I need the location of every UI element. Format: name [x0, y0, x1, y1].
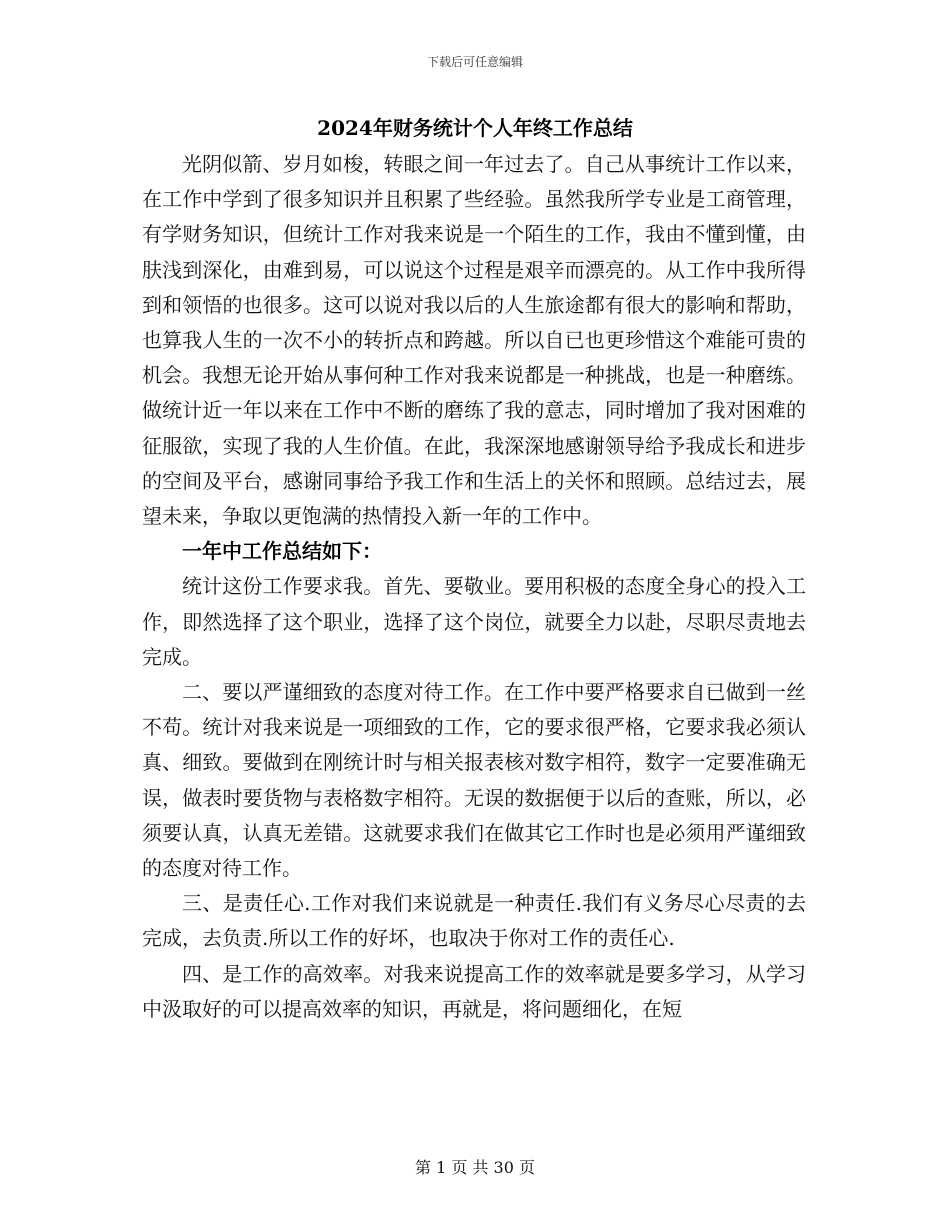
document-title: 2024年财务统计个人年终工作总结: [317, 116, 633, 140]
page-header-note: 下载后可任意编辑: [426, 55, 523, 69]
paragraph-point-2: 二、要以严谨细致的态度对待工作。在工作中要严格要求自已做到一丝不苟。统计对我来说是一项细致的工作，它的要求很严格，它要求我必须认真、细致。要做到在刚统计时与相关报表核对数字相符，数字一定要准确无误，做表时要货物与表格数字相符。无误的数据便于以后的查账，所以，必须要认真，认真无差错。这就要求我们在做其它工作时也是必须用严谨细致的态度对待工作。: [142, 680, 806, 881]
paragraph-point-3: 三、是责任心.工作对我们来说就是一种责任.我们有义务尽心尽责的去完成，去负责.所以工作的好坏，也取决于你对工作的责任心.: [142, 891, 806, 951]
paragraph-point-4: 四、是工作的高效率。对我来说提高工作的效率就是要多学习，从学习中汲取好的可以提高效率的知识，再就是，将问题细化，在短: [142, 961, 806, 1021]
section-heading: 一年中工作总结如下：: [182, 539, 382, 564]
paragraph-point-1: 统计这份工作要求我。首先、要敬业。要用积极的态度全身心的投入工作，即然选择了这个职业，选择了这个岗位，就要全力以赴，尽职尽责地去完成。: [142, 574, 806, 669]
document-body: [142, 147, 806, 1027]
page-number: 第 1 页 共 30 页: [415, 1158, 535, 1177]
paragraph-intro: 光阴似箭、岁月如梭，转眼之间一年过去了。自己从事统计工作以来，在工作中学到了很多知识并且积累了些经验。虽然我所学专业是工商管理，有学财务知识，但统计工作对我来说是一个陌生的工作，我由不懂到懂，由肤浅到深化，由难到易，可以说这个过程是艰辛而漂亮的。从工作中我所得到和领悟的也很多。这可以说对我以后的人生旅途都有很大的影响和帮助，也算我人生的一次不小的转折点和跨越。所以自已也更珍惜这个难能可贵的机会。我想无论开始从事何种工作对我来说都是一种挑战，也是一种磨练。做统计近一年以来在工作中不断的磨练了我的意志，同时增加了我对困难的征服欲，实现了我的人生价值。在此，我深深地感谢领导给予我成长和进步的空间及平台，感谢同事给予我工作和生活上的关怀和照顾。总结过去，展望未来，争取以更饱满的热情投入新一年的工作中。: [142, 152, 806, 529]
